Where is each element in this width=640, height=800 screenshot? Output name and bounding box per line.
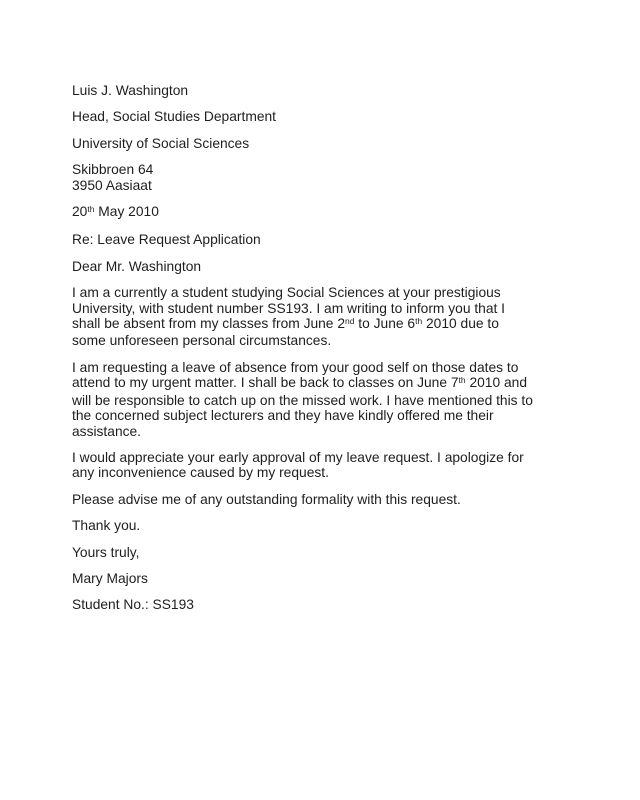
signature-name: Mary Majors — [72, 570, 148, 586]
recipient-institution: University of Social Sciences — [72, 135, 250, 151]
text-line: I am a currently a student studying Social Sciences at your prestigious — [72, 285, 501, 301]
salutation: Dear Mr. Washington — [72, 258, 202, 274]
signoff-line: Yours truly, — [72, 544, 140, 560]
text-line: University, with student number SS193. I am writing to inform you that I — [72, 300, 505, 316]
recipient-name: Luis J. Washington — [72, 83, 189, 98]
text-line: the concerned subject lecturers and they have kindly offered me their — [72, 408, 494, 424]
text-line: I am requesting a leave of absence from your good self on those dates to — [72, 359, 519, 375]
body-paragraph-1 — [72, 285, 590, 349]
subject-line: Re: Leave Request Application — [72, 232, 261, 248]
recipient-address-block — [72, 162, 590, 193]
student-number: Student No.: SS193 — [72, 597, 194, 613]
thanks-line: Thank you. — [72, 518, 141, 534]
text-line: some unforeseen personal circumstances. — [72, 333, 332, 349]
address-line-2: 3950 Aasiaat — [72, 177, 152, 193]
text-line: I would appreciate your early approval of my leave request. I apologize for — [72, 449, 524, 465]
text-line: attend to my urgent matter. I shall be back to classes on June 7th 2010 and — [72, 374, 528, 391]
text-line: shall be absent from my classes from June 2nd to June 6th 2010 due to — [72, 315, 499, 332]
body-paragraph-2 — [72, 360, 590, 439]
text-line: will be responsible to catch up on the missed work. I have mentioned this to — [72, 392, 533, 408]
outro-line: Please advise me of any outstanding formality with this request. — [72, 491, 461, 507]
address-line-1: Skibbroen 64 — [72, 162, 154, 178]
text-line: any inconvenience caused by my request. — [72, 465, 329, 481]
body-paragraph-3 — [72, 450, 590, 481]
letter-date: 20th May 2010 — [72, 203, 159, 220]
recipient-role: Head, Social Studies Department — [72, 109, 276, 125]
text-line: assistance. — [72, 423, 142, 439]
